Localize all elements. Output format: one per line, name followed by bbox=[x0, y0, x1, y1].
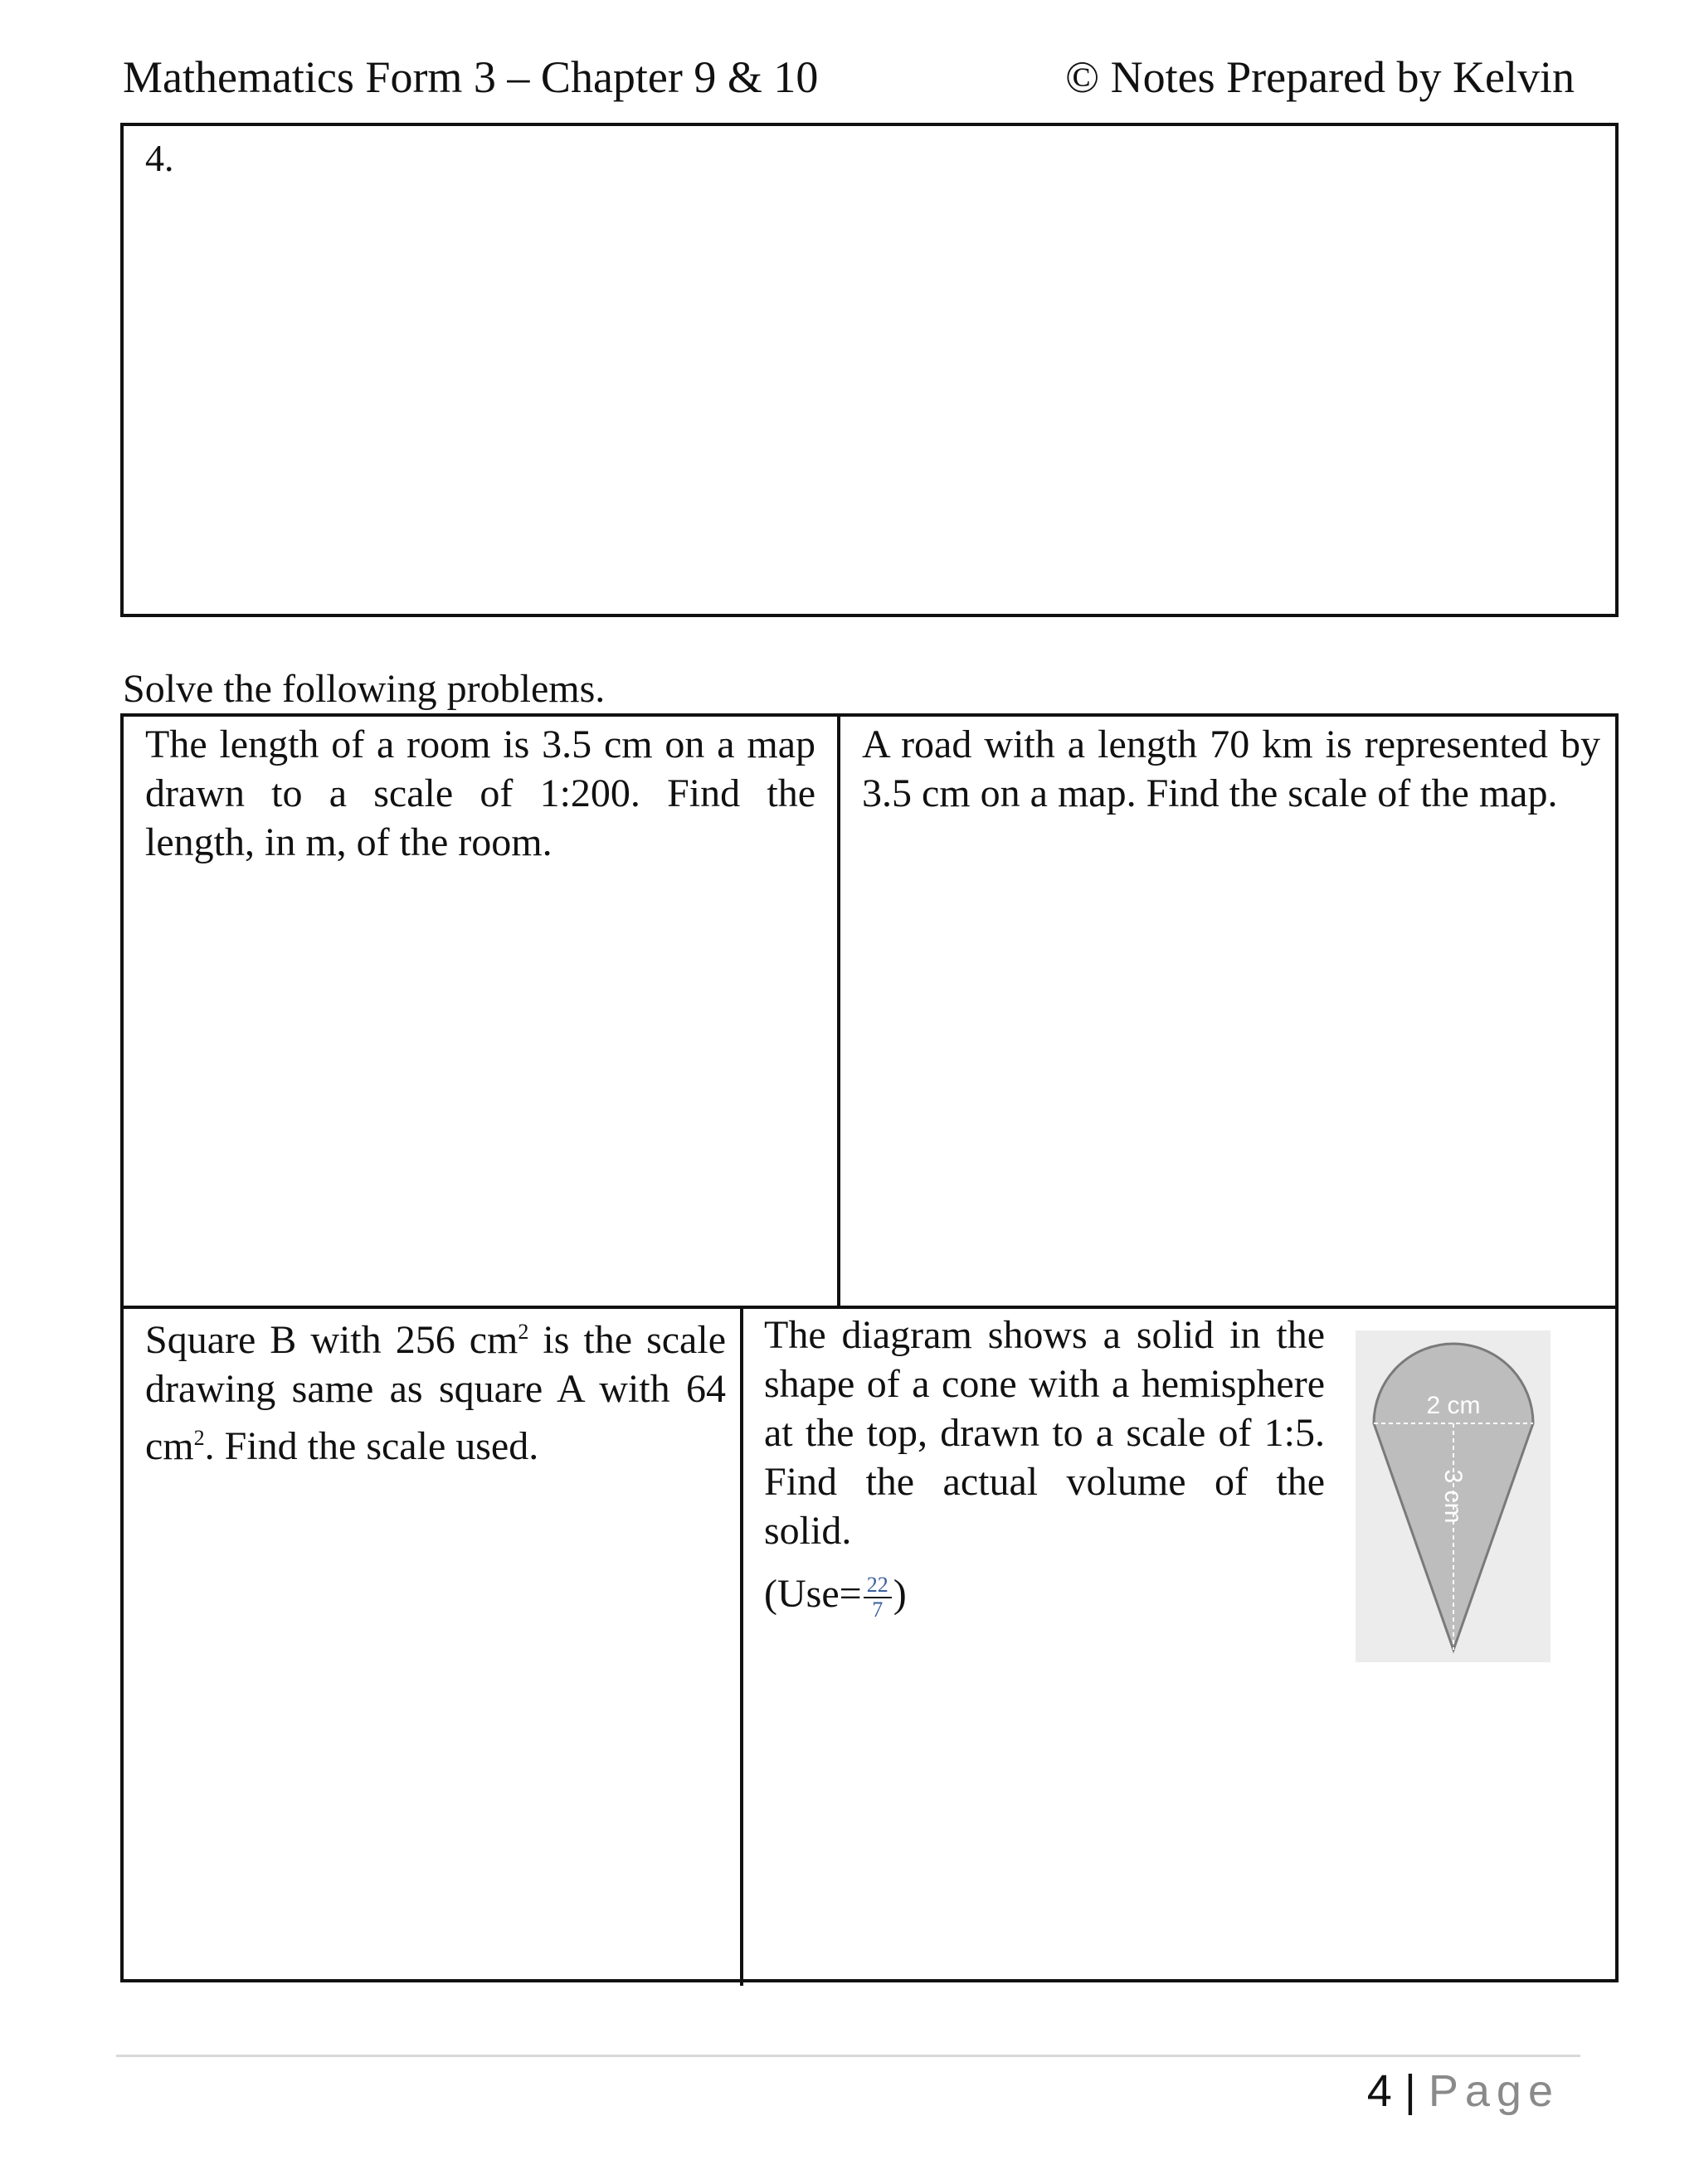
pi-approximation: (Use= $\frac{22}{7}$ ) bbox=[764, 1572, 907, 1622]
fraction-22-over-7: $\frac{22}{7}$ bbox=[864, 1574, 892, 1622]
cone-hemisphere-svg bbox=[1356, 1330, 1551, 1662]
question-4-answer-box bbox=[120, 123, 1619, 617]
page-number: 4 bbox=[1366, 2066, 1392, 2116]
author-credit: © Notes Prepared by Kelvin bbox=[1065, 52, 1575, 102]
problem-square-scale: Square B with 256 $cm^2$ is the scale drawing same as square A with 64 $cm^2$. Find the scale used. bbox=[145, 1318, 726, 1468]
instruction-text: Solve the following problems. bbox=[123, 667, 606, 711]
superscript: 2 bbox=[193, 1426, 205, 1450]
page-footer: 4 | Page bbox=[1366, 2066, 1560, 2116]
problem-road-scale: A road with a length 70 km is represented by 3.5 cm on a map. Find the scale of the map. bbox=[862, 722, 1600, 815]
problem-room-length: The length of a room is 3.5 cm on a map drawn to a scale of 1:200. Find the length, in m, of the room. bbox=[145, 722, 815, 864]
table-divider bbox=[740, 1307, 743, 1986]
footer-divider bbox=[116, 2055, 1580, 2057]
table-divider bbox=[837, 717, 840, 1307]
document-title: Mathematics Form 3 – Chapter 9 & 10 bbox=[123, 52, 819, 102]
width-label: 2 cm bbox=[1426, 1392, 1481, 1419]
cone-hemisphere-diagram bbox=[1356, 1330, 1551, 1662]
problem-solid-volume: The diagram shows a solid in the shape of a cone with a hemisphere at the top, drawn to a scale of 1:5. Find the actual volume of the solid. bbox=[764, 1313, 1325, 1553]
problems-table bbox=[120, 713, 1619, 1982]
superscript: 2 bbox=[518, 1320, 529, 1344]
page-word: Page bbox=[1428, 2066, 1560, 2116]
question-number: 4. bbox=[145, 137, 174, 179]
height-label: 3 cm bbox=[1439, 1469, 1467, 1524]
